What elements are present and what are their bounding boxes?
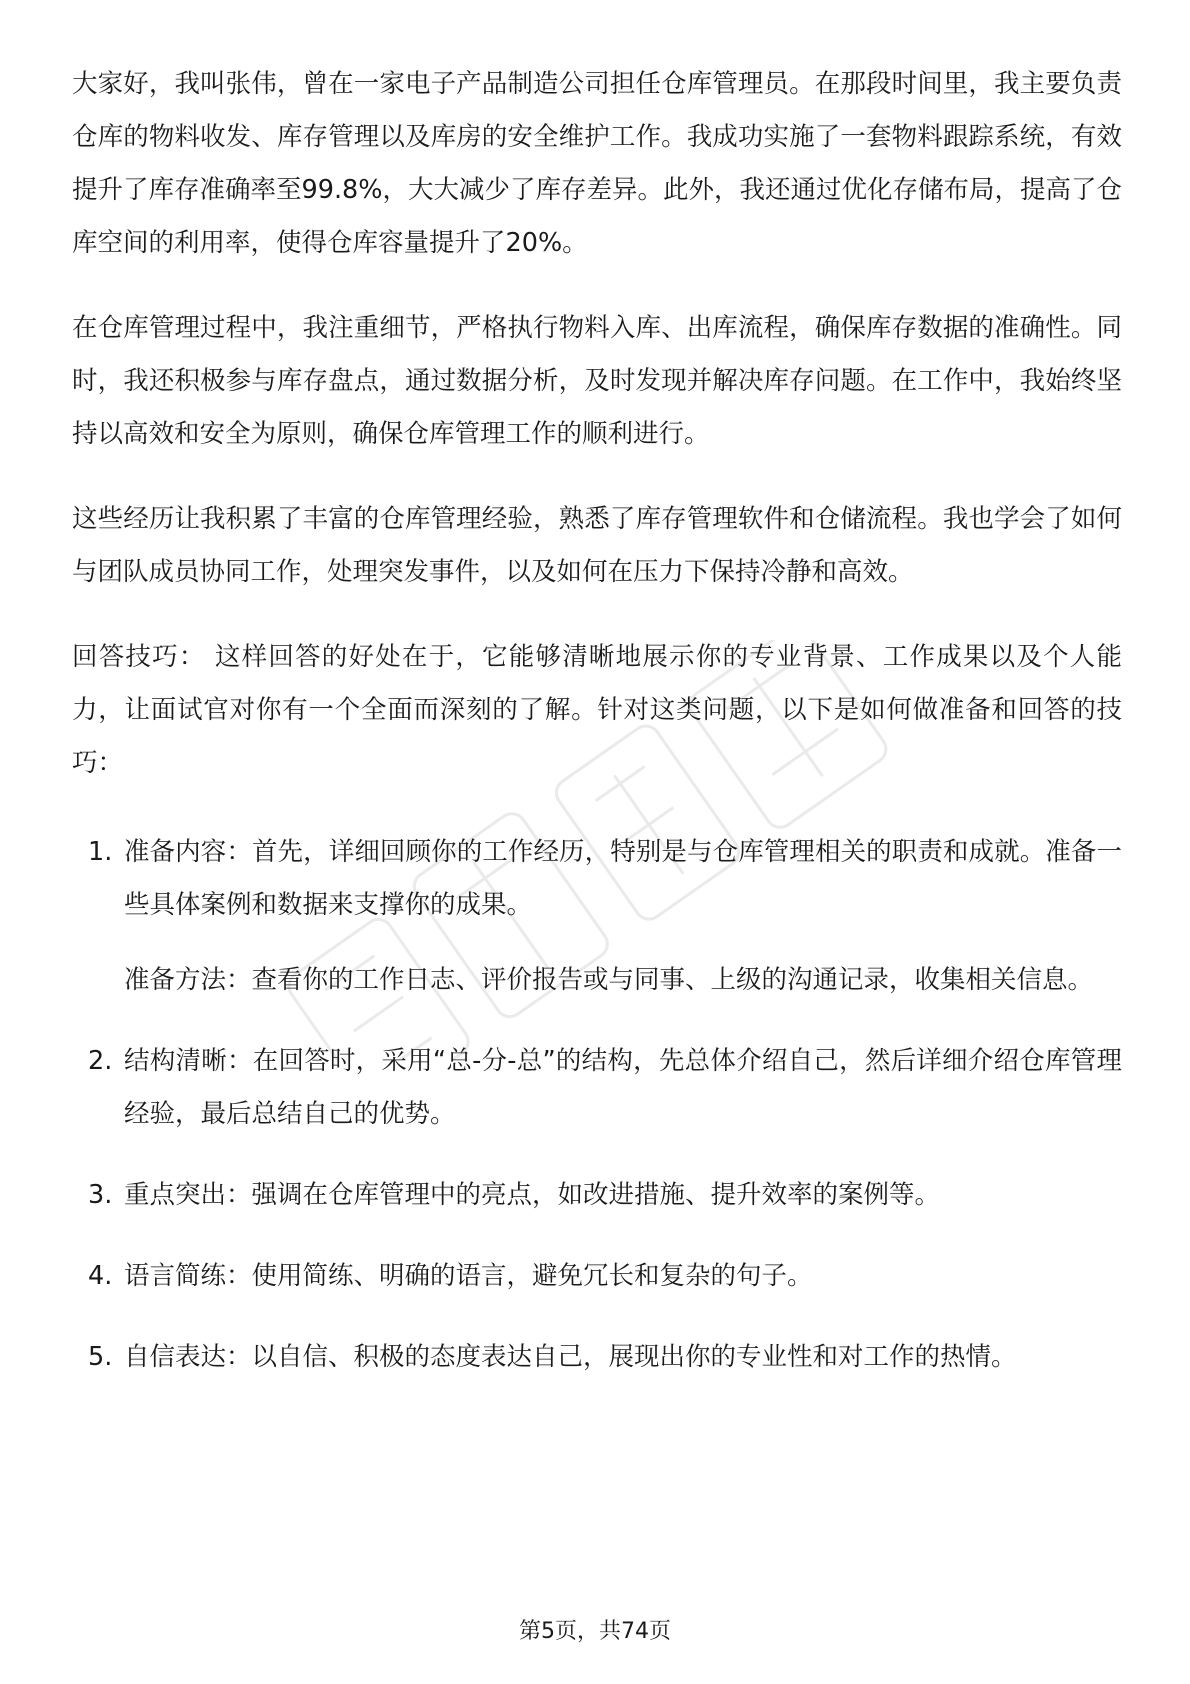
paragraph-intro: 大家好，我叫张伟，曾在一家电子产品制造公司担任仓库管理员。在那段时间里，我主要负责仓库的物料收发、库存管理以及库房的安全维护工作。我成功实施了一套物料跟踪系统，有效提升了库存准确率至99.8%，大大减少了库存差异。此外，我还通过优化存储布局，提高了仓库空间的利用率，使得仓库容量提升了20%。 <box>72 69 1123 258</box>
document-body <box>72 58 1122 1412</box>
page-footer <box>0 1614 1190 1645</box>
list-item <box>72 1331 1122 1384</box>
list-number: 4. <box>88 1261 113 1291</box>
list-item-text: 语言简练：使用简练、明确的语言，避免冗长和复杂的句子。 <box>124 1261 813 1291</box>
list-number: 1. <box>88 837 113 867</box>
tips-list <box>72 826 1122 1384</box>
paragraph-experience: 这些经历让我积累了丰富的仓库管理经验，熟悉了库存管理软件和仓储流程。我也学会了如何与团队成员协同工作，处理突发事件，以及如何在压力下保持冷静和高效。 <box>72 504 1122 587</box>
list-item-text: 自信表达：以自信、积极的态度表达自己，展现出你的专业性和对工作的热情。 <box>124 1342 1017 1372</box>
list-item <box>72 1169 1122 1222</box>
list-item-text: 结构清晰：在回答时，采用“总-分-总”的结构，先总体介绍自己，然后详细介绍仓库管理经验，最后总结自己的优势。 <box>124 1046 1122 1129</box>
list-item <box>72 1250 1122 1303</box>
list-item-text: 准备内容：首先，详细回顾你的工作经历，特别是与仓库管理相关的职责和成就。准备一些具体案例和数据来支撑你的成果。 <box>124 837 1122 920</box>
list-number: 5. <box>88 1342 113 1372</box>
list-number: 3. <box>88 1180 113 1210</box>
tips-intro: 回答技巧： 这样回答的好处在于，它能够清晰地展示你的专业背景、工作成果以及个人能力，让面试官对你有一个全面而深刻的了解。针对这类问题，以下是如何做准备和回答的技巧： <box>72 642 1122 778</box>
list-item <box>72 1035 1122 1141</box>
list-item <box>72 826 1122 1007</box>
list-item-text: 重点突出：强调在仓库管理中的亮点，如改进措施、提升效率的案例等。 <box>124 1180 941 1210</box>
page-number: 第5页，共74页 <box>519 1619 671 1644</box>
paragraph-process: 在仓库管理过程中，我注重细节，严格执行物料入库、出库流程，确保库存数据的准确性。同时，我还积极参与库存盘点，通过数据分析，及时发现并解决库存问题。在工作中，我始终坚持以高效和安全为原则，确保仓库管理工作的顺利进行。 <box>72 313 1122 449</box>
list-item-subtext: 准备方法：查看你的工作日志、评价报告或与同事、上级的沟通记录，收集相关信息。 <box>124 965 1094 995</box>
list-number: 2. <box>88 1046 113 1076</box>
